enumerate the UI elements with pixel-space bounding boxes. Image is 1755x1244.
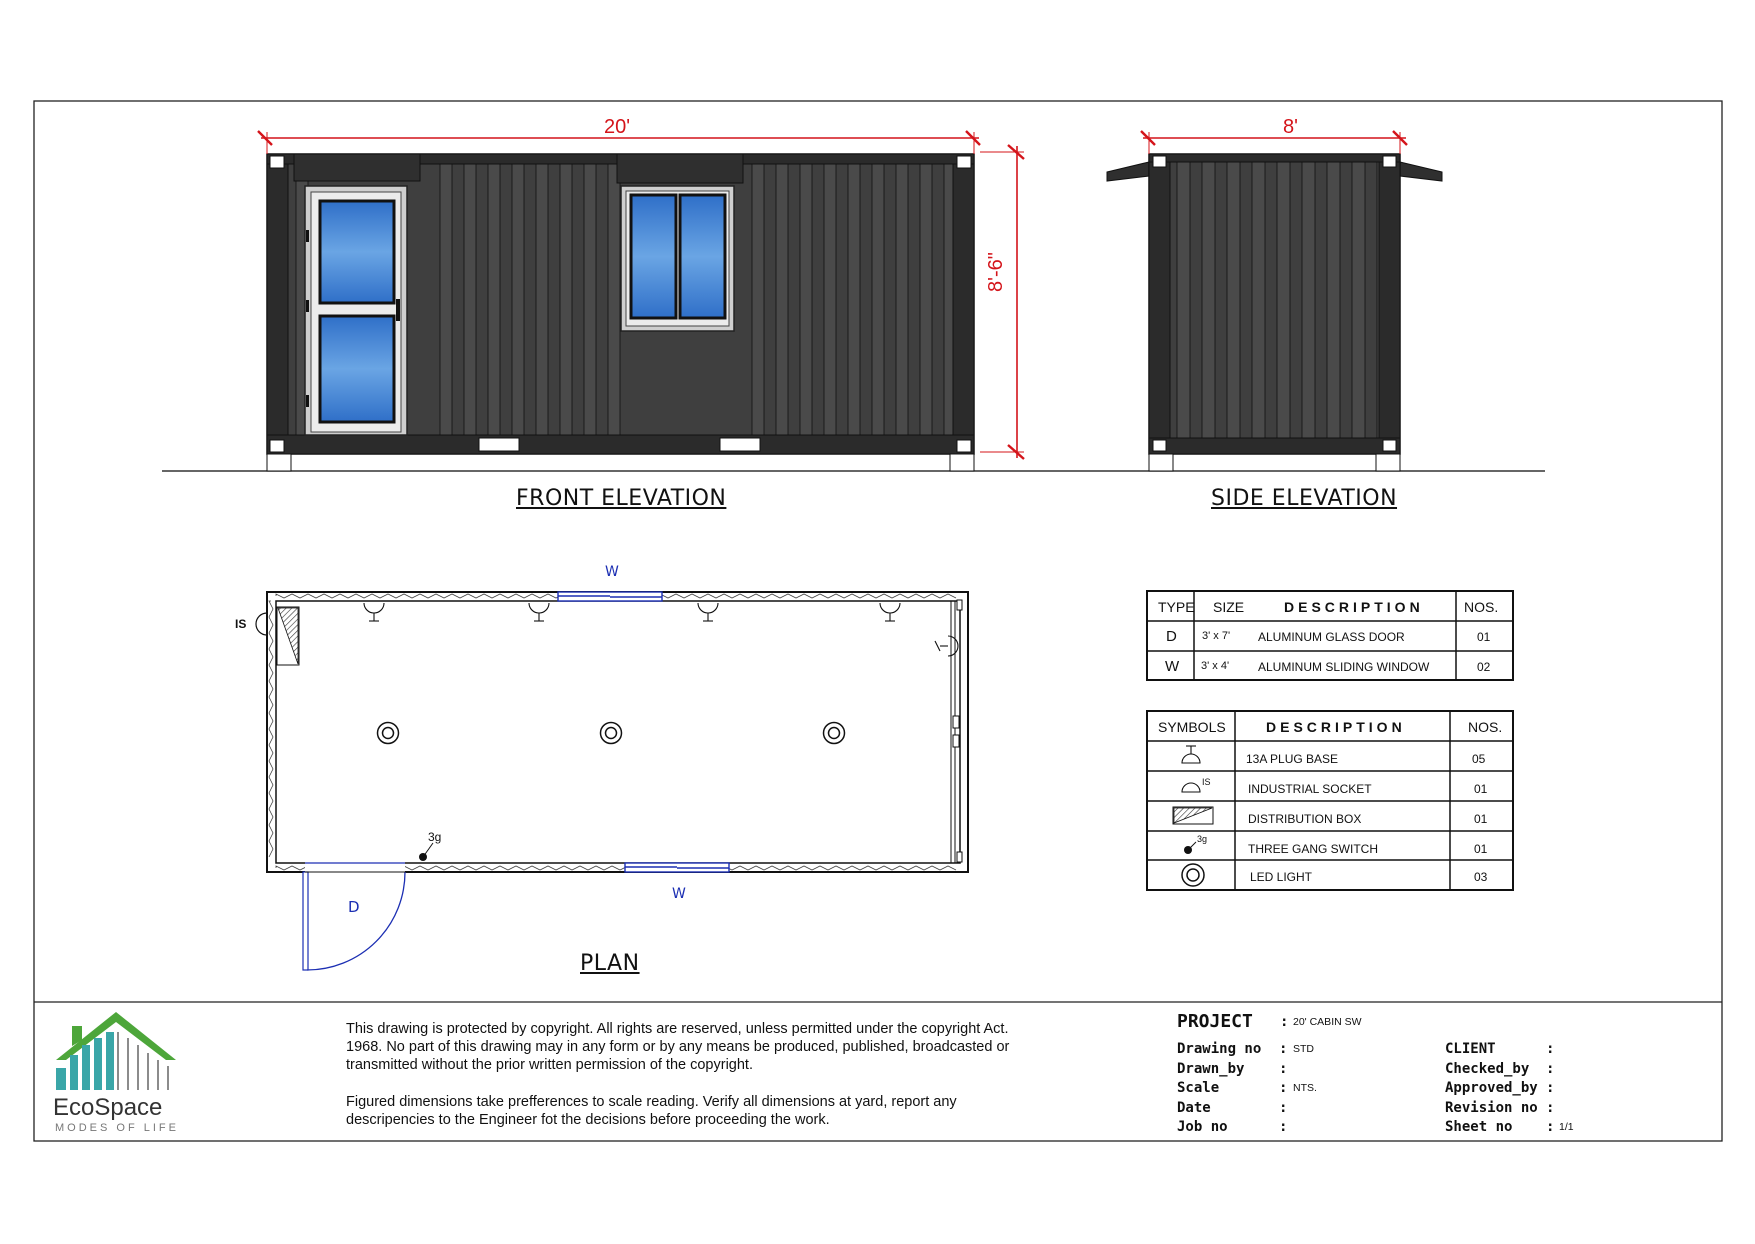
corrugation-rib bbox=[1277, 162, 1290, 438]
support-block bbox=[1376, 454, 1400, 471]
corrugation-rib bbox=[848, 164, 860, 435]
corrugation-rib bbox=[752, 164, 764, 435]
corner-casting bbox=[270, 156, 284, 168]
front-height-dimension bbox=[980, 145, 1024, 459]
symbols-header-symbols: SYMBOLS bbox=[1158, 719, 1226, 735]
symbol-3g-tag: 3g bbox=[1197, 834, 1208, 844]
symbol-row-nos: 01 bbox=[1474, 782, 1488, 796]
led-light-inner bbox=[383, 728, 394, 739]
corner-casting bbox=[1383, 440, 1396, 451]
title-block-label: Drawing no bbox=[1177, 1041, 1262, 1057]
plan-outer-wall bbox=[267, 592, 968, 872]
side-width-dimension bbox=[1141, 131, 1407, 154]
symbol-row-nos: 01 bbox=[1474, 842, 1488, 856]
title-block-colon: : bbox=[1279, 1041, 1288, 1057]
three-gang-switch-icon bbox=[419, 843, 433, 861]
title-block-value: STD bbox=[1293, 1043, 1314, 1055]
side-elevation bbox=[1107, 154, 1442, 471]
title-block-label: Approved_by bbox=[1445, 1080, 1538, 1096]
plan-window-top-tag: W bbox=[605, 564, 619, 580]
front-elevation bbox=[267, 154, 974, 471]
symbol-row-nos: 03 bbox=[1474, 870, 1488, 884]
door-canopy bbox=[294, 154, 420, 181]
front-door bbox=[305, 186, 407, 435]
front-height-dim-label: 8'-6" bbox=[985, 252, 1007, 292]
symbol-row-description: LED LIGHT bbox=[1250, 870, 1313, 884]
title-block-colon: : bbox=[1546, 1119, 1555, 1135]
symbol-row-nos: 05 bbox=[1472, 752, 1486, 766]
industrial-socket-icon bbox=[1182, 783, 1200, 792]
title-block-label: Date bbox=[1177, 1099, 1211, 1116]
symbols-header-nos: NOS. bbox=[1468, 719, 1503, 735]
side-top-rail bbox=[1149, 154, 1400, 162]
corner-casting bbox=[1383, 156, 1396, 167]
openings-row-description: ALUMINUM SLIDING WINDOW bbox=[1258, 660, 1430, 674]
title-block-label: CLIENT bbox=[1445, 1041, 1496, 1057]
distribution-box-icon bbox=[1173, 807, 1213, 824]
plan-wall-zigzag bbox=[269, 601, 273, 857]
title-block-colon: : bbox=[1279, 1060, 1288, 1077]
openings-row-nos: 02 bbox=[1477, 660, 1491, 674]
floor-plan bbox=[256, 592, 968, 970]
openings-row-size: 3' x 7' bbox=[1202, 630, 1231, 642]
forklift-pocket bbox=[720, 438, 760, 451]
side-canopy-right bbox=[1400, 162, 1442, 181]
dimensions-note: Figured dimensions take prefferences to scale reading. Verify all dimensions at yard, report any descripencies to the Engineer fot the decisions before proceeding the work. bbox=[346, 1094, 957, 1128]
openings-header-description: DESCRIPTION bbox=[1284, 599, 1424, 615]
logo-tagline: MODES OF LIFE bbox=[55, 1122, 179, 1134]
plan-window-bottom-tag: W bbox=[672, 886, 686, 902]
front-window bbox=[621, 186, 734, 331]
corner-casting bbox=[270, 440, 284, 452]
title-block-colon: : bbox=[1279, 1119, 1288, 1135]
ecospace-logo-icon bbox=[56, 1012, 176, 1090]
openings-row-type: D bbox=[1166, 628, 1177, 645]
openings-row-size: 3' x 4' bbox=[1201, 660, 1230, 672]
led-lights bbox=[378, 723, 845, 744]
switch-tag: 3g bbox=[428, 830, 442, 844]
led-light-inner bbox=[606, 728, 617, 739]
plug-base-icon bbox=[529, 603, 549, 621]
corrugation-rib bbox=[1327, 162, 1340, 438]
side-corner-post-right bbox=[1379, 154, 1400, 454]
title-block-label: Revision no bbox=[1445, 1099, 1538, 1116]
title-block-label: Drawn_by bbox=[1177, 1060, 1245, 1077]
corner-casting bbox=[957, 440, 971, 452]
symbols-header-description: DESCRIPTION bbox=[1266, 719, 1406, 735]
led-light-icon bbox=[824, 723, 845, 744]
symbol-row-description: INDUSTRIAL SOCKET bbox=[1248, 782, 1372, 796]
corrugation-rib bbox=[1252, 162, 1265, 438]
copyright-note: This drawing is protected by copyright. All rights are reserved, unless permitted under the copyright Act. 1968. No part of this drawing may in any form or by any means be produced, published, broadcasted or transmitted without the prior written permission of the copyright. bbox=[346, 1021, 1010, 1073]
plan-door-tag: D bbox=[348, 898, 360, 916]
title-block-label: Sheet no bbox=[1445, 1119, 1513, 1135]
plug-bases bbox=[364, 603, 900, 621]
symbols-table bbox=[1147, 711, 1513, 890]
corrugation-rib bbox=[872, 164, 884, 435]
corrugation-rib bbox=[824, 164, 836, 435]
front-width-dim-label: 20' bbox=[604, 116, 631, 138]
led-light-icon bbox=[1182, 864, 1204, 886]
corrugation-rib bbox=[512, 164, 524, 435]
openings-header-type: TYPE bbox=[1158, 599, 1195, 615]
corrugation-rib bbox=[488, 164, 500, 435]
side-canopy-left bbox=[1107, 162, 1149, 181]
symbol-row-description: DISTRIBUTION BOX bbox=[1248, 812, 1362, 826]
led-light-icon bbox=[601, 723, 622, 744]
front-corner-post-right bbox=[953, 154, 974, 454]
led-light-inner bbox=[829, 728, 840, 739]
side-elevation-title: SIDE ELEVATION bbox=[1211, 486, 1398, 511]
plug-base-icon bbox=[698, 603, 718, 621]
openings-row-nos: 01 bbox=[1477, 630, 1491, 644]
corrugation-rib bbox=[536, 164, 548, 435]
corrugation-rib bbox=[800, 164, 812, 435]
title-block-value: 1/1 bbox=[1559, 1121, 1574, 1133]
logo-name: EcoSpace bbox=[53, 1094, 163, 1121]
corrugation-rib bbox=[776, 164, 788, 435]
plan-window-top bbox=[558, 592, 662, 601]
plug-base-arc bbox=[880, 603, 900, 613]
front-corner-post-left bbox=[267, 154, 288, 454]
corrugation-rib bbox=[560, 164, 572, 435]
corrugation-rib bbox=[1177, 162, 1190, 438]
window-canopy bbox=[617, 154, 743, 183]
support-block bbox=[950, 454, 974, 471]
title-block-colon: : bbox=[1546, 1099, 1555, 1116]
plan-door bbox=[303, 862, 405, 970]
plan-inner-wall bbox=[276, 601, 960, 863]
plug-base-icon bbox=[1182, 746, 1200, 763]
corrugation-rib bbox=[1302, 162, 1315, 438]
corrugation-rib bbox=[584, 164, 596, 435]
openings-row-description: ALUMINUM GLASS DOOR bbox=[1258, 630, 1405, 644]
side-width-dim-label: 8' bbox=[1283, 116, 1298, 138]
corrugation-rib bbox=[920, 164, 932, 435]
project-value: 20' CABIN SW bbox=[1293, 1016, 1362, 1028]
title-block-label: Checked_by bbox=[1445, 1060, 1530, 1077]
corrugation-rib bbox=[1227, 162, 1240, 438]
industrial-socket-tag: IS bbox=[235, 617, 247, 631]
side-bottom-rail bbox=[1149, 438, 1400, 454]
plan-title: PLAN bbox=[580, 951, 640, 976]
industrial-socket-icon bbox=[256, 613, 267, 635]
symbol-row-description: THREE GANG SWITCH bbox=[1248, 842, 1379, 856]
plug-base-icon bbox=[364, 603, 384, 621]
plug-base-arc bbox=[364, 603, 384, 613]
support-block bbox=[267, 454, 291, 471]
title-block-value: NTS. bbox=[1293, 1082, 1317, 1094]
corrugation-rib bbox=[1202, 162, 1215, 438]
title-block-label: Scale bbox=[1177, 1080, 1220, 1096]
support-block bbox=[1149, 454, 1173, 471]
plug-base-arc bbox=[698, 603, 718, 613]
plug-base-arc bbox=[529, 603, 549, 613]
corner-casting bbox=[1153, 156, 1166, 167]
symbol-is-tag: IS bbox=[1202, 777, 1211, 787]
project-colon: : bbox=[1280, 1014, 1289, 1030]
symbol-row-description: 13A PLUG BASE bbox=[1246, 752, 1339, 766]
front-bottom-rail bbox=[267, 435, 974, 454]
title-block-colon: : bbox=[1279, 1080, 1288, 1096]
title-block-colon: : bbox=[1546, 1060, 1555, 1077]
corrugation-rib bbox=[896, 164, 908, 435]
title-block-colon: : bbox=[1546, 1080, 1555, 1096]
corrugation-rib bbox=[464, 164, 476, 435]
corrugation-rib bbox=[440, 164, 452, 435]
corrugation-rib bbox=[1352, 162, 1365, 438]
corner-casting bbox=[1153, 440, 1166, 451]
plug-base-icon bbox=[880, 603, 900, 621]
corrugation-rib bbox=[608, 164, 620, 435]
project-label: PROJECT bbox=[1177, 1011, 1253, 1032]
plan-window-bottom bbox=[625, 863, 729, 872]
side-corrugation bbox=[1177, 162, 1390, 438]
forklift-pocket bbox=[479, 438, 519, 451]
three-gang-switch-icon bbox=[1184, 842, 1196, 854]
openings-header-size: SIZE bbox=[1213, 599, 1245, 615]
openings-header-nos: NOS. bbox=[1464, 599, 1499, 615]
title-block-colon: : bbox=[1279, 1099, 1288, 1116]
corner-casting bbox=[957, 156, 971, 168]
symbol-row-nos: 01 bbox=[1474, 812, 1488, 826]
led-light-icon bbox=[378, 723, 399, 744]
title-block-label: Job no bbox=[1177, 1119, 1228, 1135]
front-elevation-title: FRONT ELEVATION bbox=[516, 486, 727, 511]
openings-row-type: W bbox=[1165, 658, 1180, 675]
side-corner-post-left bbox=[1149, 154, 1170, 454]
plan-wall-corrugation bbox=[269, 594, 956, 870]
title-block-colon: : bbox=[1546, 1041, 1555, 1057]
